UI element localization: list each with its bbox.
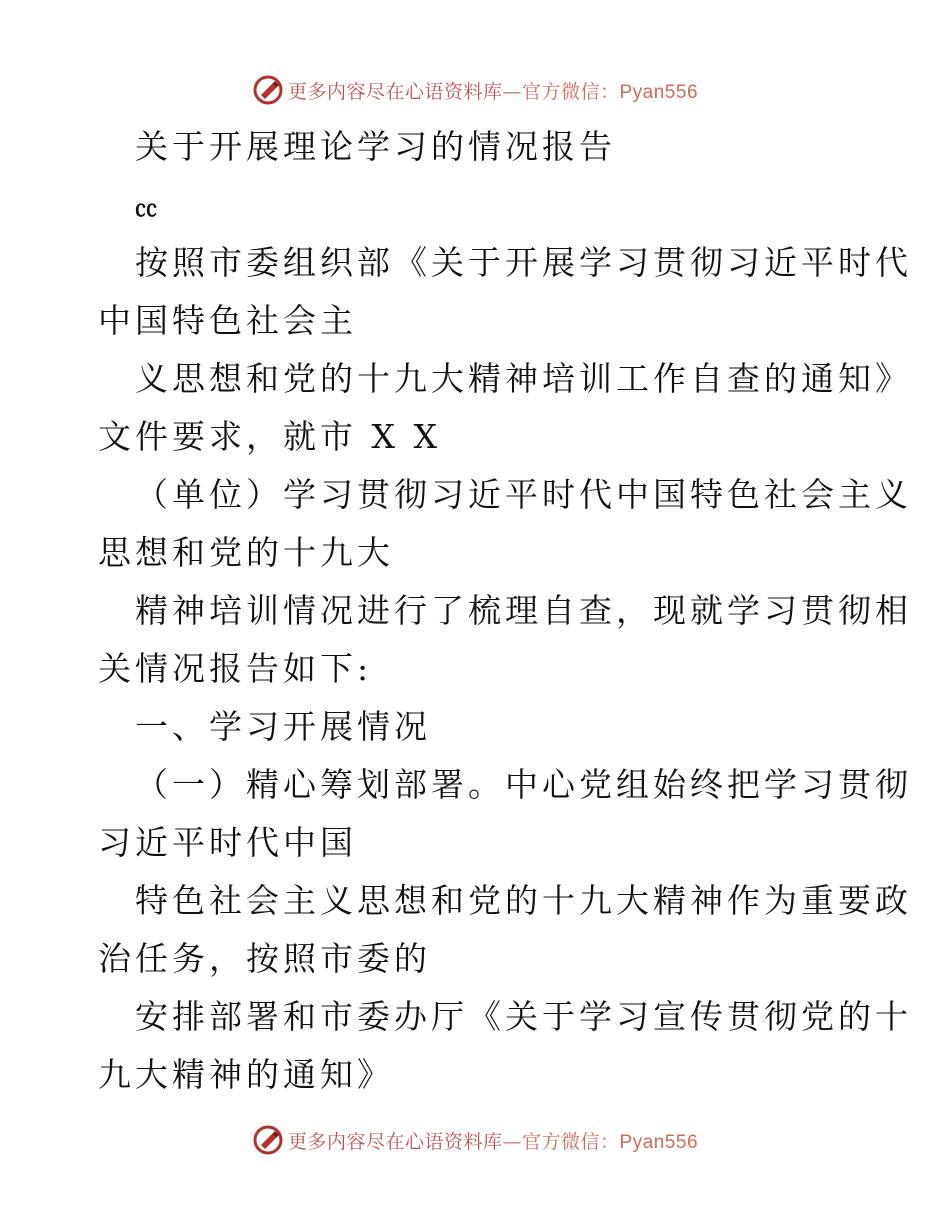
banner-text: 更多内容尽在心语资料库—官方微信：Pyan556	[287, 80, 699, 103]
paragraph-line: 特色社会主义思想和党的十九大精神作为重要政	[135, 881, 912, 920]
paragraph-line: 文件要求，就市 X X	[98, 417, 441, 456]
document-body	[98, 118, 912, 1104]
paragraph-line: 按照市委组织部《关于开展学习贯彻习近平时代	[135, 243, 912, 282]
footer-banner	[0, 1120, 950, 1160]
document-paragraphs	[98, 234, 912, 1104]
paragraph-line: （单位）学习贯彻习近平时代中国特色社会主义	[135, 475, 912, 514]
paragraph-line: 治任务，按照市委的	[98, 939, 431, 978]
paragraph-line: （一）精心筹划部署。中心党组始终把学习贯彻	[135, 765, 912, 804]
paragraph-line: 思想和党的十九大	[98, 533, 394, 572]
document-mark: ㏄	[135, 197, 162, 222]
logo-icon	[252, 1124, 284, 1156]
paragraph-line: 关情况报告如下:	[98, 649, 373, 688]
paragraph-line: 一、学习开展情况	[135, 707, 431, 746]
header-banner	[0, 70, 950, 110]
paragraph-line: 精神培训情况进行了梳理自查，现就学习贯彻相	[135, 591, 912, 630]
paragraph-line: 九大精神的通知》	[98, 1055, 394, 1094]
paragraph-line: 义思想和党的十九大精神培训工作自查的通知》	[135, 359, 912, 398]
banner-text: 更多内容尽在心语资料库—官方微信：Pyan556	[287, 1130, 699, 1153]
logo-icon	[252, 74, 284, 106]
paragraph-line: 习近平时代中国	[98, 823, 357, 862]
paragraph-line: 中国特色社会主	[98, 301, 357, 340]
document-title: 关于开展理论学习的情况报告	[135, 127, 616, 166]
paragraph-line: 安排部署和市委办厅《关于学习宣传贯彻党的十	[135, 997, 912, 1036]
